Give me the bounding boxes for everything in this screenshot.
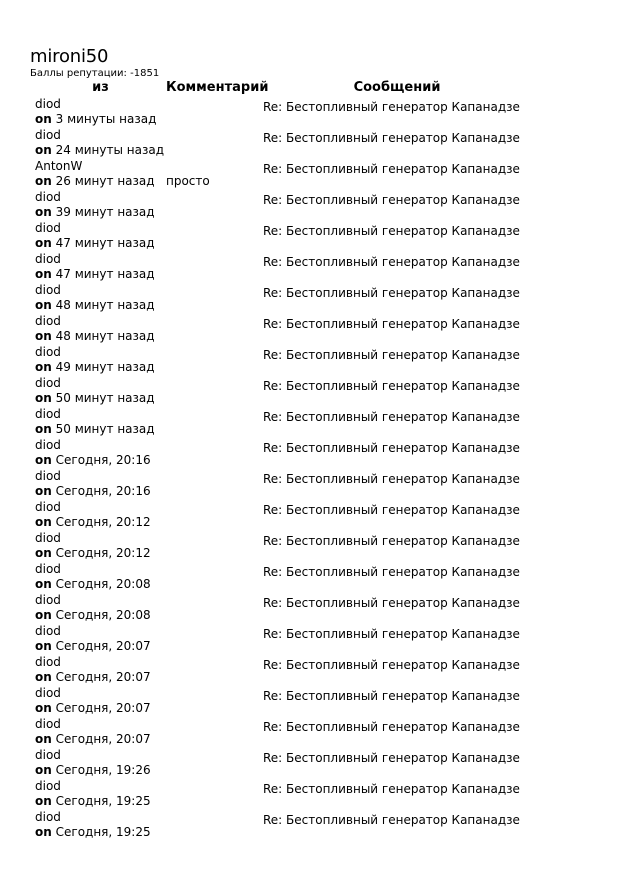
from-cell — [35, 313, 166, 344]
post-link[interactable]: Re: Бестопливный генератор Капанадзе — [263, 534, 520, 548]
comment-cell — [166, 499, 263, 530]
timestamp — [35, 670, 166, 685]
reputation-score — [30, 68, 590, 80]
time-text: 50 минут назад — [55, 422, 155, 436]
table-row — [35, 189, 531, 220]
timestamp — [35, 329, 166, 344]
on-label: on — [35, 143, 52, 157]
post-link[interactable]: Re: Бестопливный генератор Капанадзе — [263, 224, 520, 238]
timestamp — [35, 112, 166, 127]
time-text: Сегодня, 20:16 — [55, 484, 151, 498]
comment-cell — [166, 96, 263, 127]
on-label: on — [35, 267, 52, 281]
table-row — [35, 654, 531, 685]
on-label: on — [35, 422, 52, 436]
from-cell — [35, 654, 166, 685]
author-link[interactable]: diod — [35, 97, 61, 111]
author-link[interactable]: diod — [35, 438, 61, 452]
author-link[interactable]: diod — [35, 376, 61, 390]
timestamp — [35, 360, 166, 375]
time-text: Сегодня, 19:25 — [55, 825, 151, 839]
time-text: 39 минут назад — [55, 205, 155, 219]
on-label: on — [35, 732, 52, 746]
from-cell — [35, 561, 166, 592]
from-cell — [35, 468, 166, 499]
table-row — [35, 220, 531, 251]
from-cell — [35, 375, 166, 406]
table-row — [35, 716, 531, 747]
post-link[interactable]: Re: Бестопливный генератор Капанадзе — [263, 379, 520, 393]
from-cell — [35, 809, 166, 840]
post-link[interactable]: Re: Бестопливный генератор Капанадзе — [263, 813, 520, 827]
time-text: Сегодня, 20:16 — [55, 453, 151, 467]
column-header-post: Сообщений — [353, 80, 441, 95]
author-link[interactable]: diod — [35, 407, 61, 421]
timestamp — [35, 732, 166, 747]
time-text: Сегодня, 19:26 — [55, 763, 151, 777]
timestamp — [35, 639, 166, 654]
comment-cell — [166, 716, 263, 747]
on-label: on — [35, 236, 52, 250]
table-row — [35, 313, 531, 344]
author-link[interactable]: diod — [35, 748, 61, 762]
author-link[interactable]: diod — [35, 810, 61, 824]
author-link[interactable]: diod — [35, 190, 61, 204]
on-label: on — [35, 112, 52, 126]
time-text: 47 минут назад — [55, 236, 155, 250]
author-link[interactable]: diod — [35, 345, 61, 359]
time-text: Сегодня, 20:07 — [55, 639, 151, 653]
from-cell — [35, 96, 166, 127]
timestamp — [35, 763, 166, 778]
time-text: Сегодня, 20:07 — [55, 701, 151, 715]
comment-cell — [166, 623, 263, 654]
on-label: on — [35, 515, 52, 529]
table-row — [35, 96, 531, 127]
post-link[interactable]: Re: Бестопливный генератор Капанадзе — [263, 193, 520, 207]
time-text: 48 минут назад — [55, 298, 155, 312]
table-row — [35, 809, 531, 840]
table-row — [35, 530, 531, 561]
on-label: on — [35, 701, 52, 715]
on-label: on — [35, 825, 52, 839]
comment-cell — [166, 189, 263, 220]
comment-cell — [166, 313, 263, 344]
time-text: 49 минут назад — [55, 360, 155, 374]
timestamp — [35, 484, 166, 499]
timestamp — [35, 205, 166, 220]
table-row — [35, 592, 531, 623]
post-link[interactable]: Re: Бестопливный генератор Капанадзе — [263, 100, 520, 114]
author-link[interactable]: diod — [35, 500, 61, 514]
author-link[interactable]: diod — [35, 562, 61, 576]
time-text: Сегодня, 20:12 — [55, 515, 151, 529]
table-row — [35, 375, 531, 406]
on-label: on — [35, 608, 52, 622]
post-link[interactable]: Re: Бестопливный генератор Капанадзе — [263, 751, 520, 765]
on-label: on — [35, 298, 52, 312]
post-link[interactable]: Re: Бестопливный генератор Капанадзе — [263, 782, 520, 796]
from-cell — [35, 437, 166, 468]
author-link[interactable]: diod — [35, 314, 61, 328]
on-label: on — [35, 174, 52, 188]
author-link[interactable]: diod — [35, 655, 61, 669]
table-row — [35, 251, 531, 282]
table-row — [35, 406, 531, 437]
time-text: Сегодня, 20:08 — [55, 577, 151, 591]
on-label: on — [35, 453, 52, 467]
table-row — [35, 685, 531, 716]
author-link[interactable]: diod — [35, 221, 61, 235]
time-text: 47 минут назад — [55, 267, 155, 281]
table-row — [35, 623, 531, 654]
comment-cell — [166, 344, 263, 375]
timestamp — [35, 701, 166, 716]
author-link[interactable]: diod — [35, 252, 61, 266]
from-cell — [35, 127, 166, 158]
author-link[interactable]: diod — [35, 686, 61, 700]
post-link[interactable]: Re: Бестопливный генератор Капанадзе — [263, 689, 520, 703]
comment-cell — [166, 747, 263, 778]
table-row — [35, 747, 531, 778]
post-link[interactable]: Re: Бестопливный генератор Капанадзе — [263, 627, 520, 641]
from-cell — [35, 406, 166, 437]
from-cell — [35, 747, 166, 778]
time-text: 48 минут назад — [55, 329, 155, 343]
reputation-table-body — [35, 96, 531, 840]
comment-cell — [166, 282, 263, 313]
from-cell — [35, 189, 166, 220]
table-row — [35, 499, 531, 530]
on-label: on — [35, 670, 52, 684]
comment-cell — [166, 220, 263, 251]
post-link[interactable]: Re: Бестопливный генератор Капанадзе — [263, 286, 520, 300]
on-label: on — [35, 763, 52, 777]
author-link[interactable]: diod — [35, 593, 61, 607]
time-text: 26 минут назад — [55, 174, 155, 188]
comment-cell — [166, 654, 263, 685]
timestamp — [35, 825, 166, 840]
post-link[interactable]: Re: Бестопливный генератор Капанадзе — [263, 255, 520, 269]
timestamp — [35, 794, 166, 809]
post-link[interactable]: Re: Бестопливный генератор Капанадзе — [263, 317, 520, 331]
author-link[interactable]: diod — [35, 283, 61, 297]
timestamp — [35, 236, 166, 251]
on-label: on — [35, 205, 52, 219]
timestamp — [35, 577, 166, 592]
time-text: Сегодня, 19:25 — [55, 794, 151, 808]
on-label: on — [35, 639, 52, 653]
on-label: on — [35, 391, 52, 405]
table-row — [35, 127, 531, 158]
post-link[interactable]: Re: Бестопливный генератор Капанадзе — [263, 441, 520, 455]
comment-cell: просто — [166, 174, 210, 188]
comment-cell — [166, 127, 263, 158]
column-header-from: из — [92, 80, 109, 95]
reputation-value: -1851 — [130, 68, 160, 79]
post-link[interactable]: Re: Бестопливный генератор Капанадзе — [263, 658, 520, 672]
from-cell — [35, 282, 166, 313]
from-cell — [35, 499, 166, 530]
table-row — [35, 561, 531, 592]
on-label: on — [35, 329, 52, 343]
comment-cell — [166, 592, 263, 623]
from-cell — [35, 592, 166, 623]
post-link[interactable]: Re: Бестопливный генератор Капанадзе — [263, 472, 520, 486]
timestamp — [35, 546, 166, 561]
comment-cell — [166, 375, 263, 406]
on-label: on — [35, 577, 52, 591]
comment-cell — [166, 468, 263, 499]
from-cell — [35, 344, 166, 375]
time-text: 24 минуты назад — [55, 143, 165, 157]
table-row — [35, 437, 531, 468]
reputation-page — [30, 46, 590, 840]
timestamp — [35, 608, 166, 623]
timestamp — [35, 515, 166, 530]
reputation-table — [35, 80, 531, 840]
table-header-row — [35, 80, 531, 96]
post-link[interactable]: Re: Бестопливный генератор Капанадзе — [263, 410, 520, 424]
timestamp — [35, 391, 166, 406]
comment-cell — [166, 809, 263, 840]
time-text: 50 минут назад — [55, 391, 155, 405]
table-row — [35, 282, 531, 313]
table-row — [35, 468, 531, 499]
table-row — [35, 158, 531, 189]
author-link[interactable]: diod — [35, 624, 61, 638]
comment-cell — [166, 778, 263, 809]
time-text: Сегодня, 20:07 — [55, 732, 151, 746]
comment-cell — [166, 406, 263, 437]
timestamp — [35, 174, 166, 189]
post-link[interactable]: Re: Бестопливный генератор Капанадзе — [263, 503, 520, 517]
from-cell — [35, 716, 166, 747]
from-cell — [35, 158, 166, 189]
on-label: on — [35, 360, 52, 374]
comment-cell — [166, 251, 263, 282]
author-link[interactable]: diod — [35, 128, 61, 142]
author-link[interactable]: diod — [35, 717, 61, 731]
from-cell — [35, 778, 166, 809]
post-link[interactable]: Re: Бестопливный генератор Капанадзе — [263, 348, 520, 362]
comment-cell — [166, 437, 263, 468]
timestamp — [35, 143, 166, 158]
post-link[interactable]: Re: Бестопливный генератор Капанадзе — [263, 162, 520, 176]
on-label: on — [35, 546, 52, 560]
timestamp — [35, 267, 166, 282]
post-link[interactable]: Re: Бестопливный генератор Капанадзе — [263, 720, 520, 734]
table-row — [35, 778, 531, 809]
post-link[interactable]: Re: Бестопливный генератор Капанадзе — [263, 596, 520, 610]
timestamp — [35, 298, 166, 313]
time-text: Сегодня, 20:12 — [55, 546, 151, 560]
on-label: on — [35, 484, 52, 498]
from-cell — [35, 685, 166, 716]
comment-cell — [166, 530, 263, 561]
timestamp — [35, 422, 166, 437]
author-link[interactable]: diod — [35, 779, 61, 793]
reputation-label: Баллы репутации: — [30, 68, 127, 79]
time-text: 3 минуты назад — [55, 112, 157, 126]
post-link[interactable]: Re: Бестопливный генератор Капанадзе — [263, 565, 520, 579]
on-label: on — [35, 794, 52, 808]
table-row — [35, 344, 531, 375]
time-text: Сегодня, 20:07 — [55, 670, 151, 684]
from-cell — [35, 623, 166, 654]
comment-cell — [166, 561, 263, 592]
author-link[interactable]: diod — [35, 469, 61, 483]
time-text: Сегодня, 20:08 — [55, 608, 151, 622]
from-cell — [35, 251, 166, 282]
username-heading: mironi50 — [30, 46, 109, 67]
timestamp — [35, 453, 166, 468]
author-link[interactable]: diod — [35, 531, 61, 545]
from-cell — [35, 530, 166, 561]
author-link[interactable]: AntonW — [35, 159, 83, 173]
column-header-comment: Комментарий — [166, 80, 269, 95]
comment-cell — [166, 685, 263, 716]
post-link[interactable]: Re: Бестопливный генератор Капанадзе — [263, 131, 520, 145]
from-cell — [35, 220, 166, 251]
